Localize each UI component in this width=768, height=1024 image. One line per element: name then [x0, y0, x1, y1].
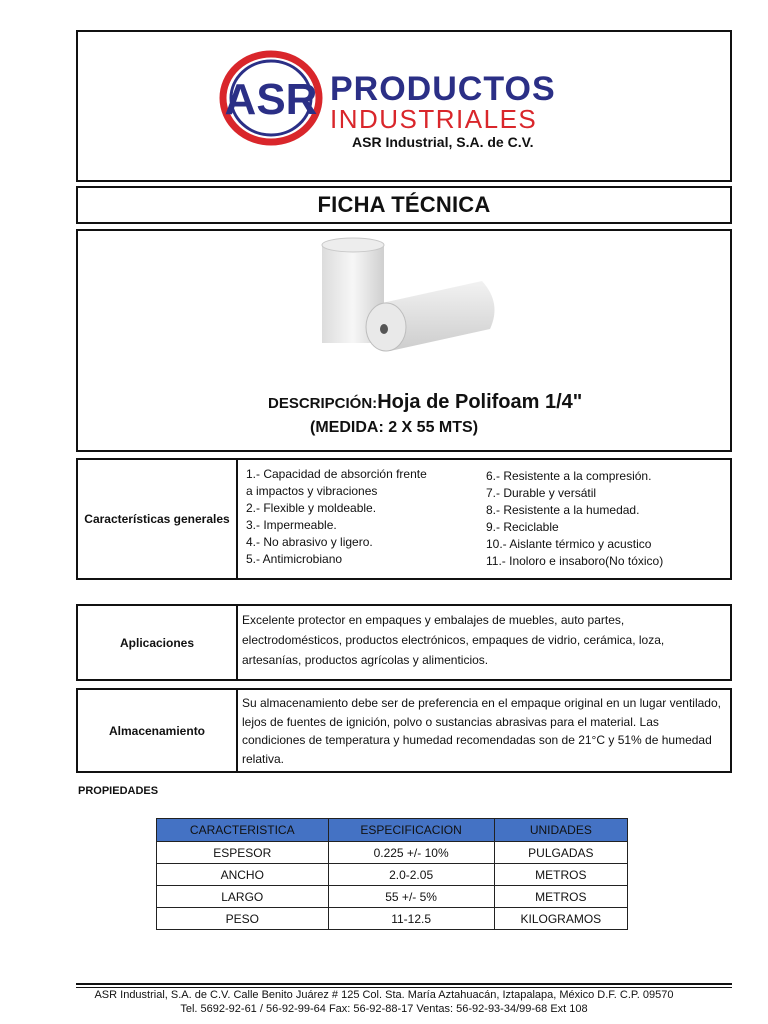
logo-line1: PRODUCTOS [330, 70, 556, 108]
table-header-row [157, 819, 628, 842]
storage-box [76, 688, 732, 773]
header-box [76, 30, 732, 182]
description-label: DESCRIPCIÓN: [268, 395, 378, 412]
table-cell: LARGO [157, 886, 329, 908]
characteristics-label: Características generales [78, 460, 238, 578]
page-title: FICHA TÉCNICA [317, 192, 491, 217]
list-item: 7.- Durable y versátil [486, 486, 597, 500]
column-header: CARACTERISTICA [157, 819, 329, 842]
logo-initials: ASR [224, 75, 318, 124]
list-item: 6.- Resistente a la compresión. [486, 469, 652, 483]
product-box [76, 229, 732, 452]
list-item: 10.- Aislante térmico y acustico [486, 537, 652, 551]
applications-box [76, 604, 732, 681]
list-item: 3.- Impermeable. [246, 518, 337, 532]
table-cell: ANCHO [157, 864, 329, 886]
list-item: 9.- Reciclable [486, 520, 559, 534]
properties-table [156, 818, 628, 930]
table-row [157, 886, 628, 908]
product-measure: (MEDIDA: 2 X 55 MTS) [310, 419, 479, 436]
characteristics-box [76, 458, 732, 580]
list-item: 2.- Flexible y moldeable. [246, 501, 377, 515]
logo-line2: INDUSTRIALES [330, 104, 538, 134]
characteristics-col2 [486, 468, 663, 570]
foam-rolls-image [312, 233, 512, 363]
footer-divider-thin [76, 987, 732, 988]
upright-roll-top [322, 238, 384, 252]
table-cell: METROS [494, 886, 627, 908]
applications-text: Excelente protector en empaques y embalajes de muebles, auto partes, electrodomésticos, productos electrónicos, empaques de vidrio, cerámica, loza, artesanías, productos agrícolas y alimenticios. [242, 613, 665, 667]
storage-text: Su almacenamiento debe ser de preferencia en el empaque original en un lugar ventilado, lejos de fuentes de ignición, polvo o sustancias abrasivas para el material. Las condiciones de temperatura y humedad recomendadas son de 21°C y 51% de humedad relativa. [242, 696, 721, 766]
list-item: 5.- Antimicrobiano [246, 552, 343, 566]
characteristics-col1 [246, 466, 427, 568]
lying-roll-core [380, 324, 388, 334]
company-name: ASR Industrial, S.A. de C.V. [352, 134, 534, 150]
list-item: 4.- No abrasivo y ligero. [246, 535, 373, 549]
list-item: 8.- Resistente a la humedad. [486, 503, 640, 517]
list-item: 11.- Inoloro e insaboro(No tóxico) [486, 554, 664, 568]
title-box [76, 186, 732, 224]
table-cell: KILOGRAMOS [494, 908, 627, 930]
asr-logo [216, 48, 326, 148]
table-cell: 0.225 +/- 10% [328, 842, 494, 864]
table-cell: 11-12.5 [328, 908, 494, 930]
column-header: UNIDADES [494, 819, 627, 842]
table-row [157, 842, 628, 864]
table-cell: ESPESOR [157, 842, 329, 864]
properties-title: PROPIEDADES [78, 785, 159, 797]
description [268, 391, 582, 414]
table-cell: 2.0-2.05 [328, 864, 494, 886]
applications-label: Aplicaciones [78, 606, 238, 679]
table-cell: PULGADAS [494, 842, 627, 864]
table-cell: 55 +/- 5% [328, 886, 494, 908]
column-header: ESPECIFICACION [328, 819, 494, 842]
list-item: a impactos y vibraciones [246, 484, 378, 498]
footer-divider [76, 983, 732, 985]
footer-address: ASR Industrial, S.A. de C.V. Calle Benito Juárez # 125 Col. Sta. María Aztahuacán, Iztapalapa, México D.F. C.P. 09570 [94, 989, 674, 1001]
table-row [157, 908, 628, 930]
footer-contact: Tel. 5692-92-61 / 56-92-99-64 Fax: 56-92-88-17 Ventas: 56-92-93-34/99-68 Ext 108 [180, 1003, 588, 1015]
storage-label: Almacenamiento [78, 690, 238, 771]
list-item: 1.- Capacidad de absorción frente [246, 467, 427, 481]
table-cell: PESO [157, 908, 329, 930]
product-name: Hoja de Polifoam 1/4" [377, 391, 583, 413]
table-cell: METROS [494, 864, 627, 886]
table-row [157, 864, 628, 886]
